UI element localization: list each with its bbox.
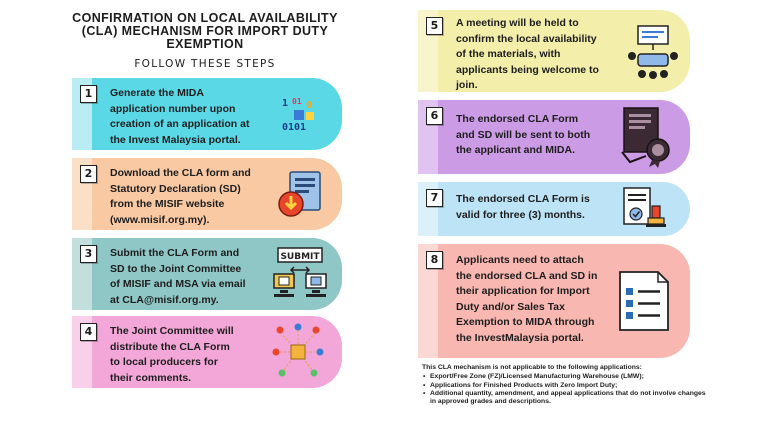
svg-text:0101: 0101 (282, 122, 307, 133)
step-5-number: 5 (426, 17, 443, 35)
note-list (422, 373, 712, 406)
svg-text:01: 01 (292, 97, 302, 106)
step-7 (418, 182, 690, 236)
step-4-number: 4 (80, 323, 97, 341)
step-8-text: Applicants need to attach the endorsed CLA and SD in their application for Import Duty and/or Sales Tax Exemption to MIDA through the InvestMalaysia portal. (456, 254, 598, 344)
note-item: • Additional quantity, amendment, and appeal applications that do not involve changes in approved grades and descriptions. (422, 390, 712, 407)
download-document-icon (276, 170, 324, 225)
step-8-number: 8 (426, 251, 443, 269)
note-heading: This CLA mechanism is not applicable to the following applications: (422, 364, 642, 371)
step-7-number: 7 (426, 189, 443, 207)
step-3-number: 3 (80, 245, 97, 263)
step-3-text: Submit the CLA Form and SD to the Joint Committee of MISIF and MSA via email at CLA@misif.org.my. (110, 247, 246, 306)
binary-data-icon (280, 94, 320, 139)
distribution-network-icon (268, 322, 328, 387)
step-2 (72, 158, 342, 230)
step-5 (418, 10, 690, 92)
note-item: • Export/Free Zone (FZ)/Licensed Manufacturing Warehouse (LMW); (422, 373, 712, 381)
step-1-number: 1 (80, 85, 97, 103)
subtitle: FOLLOW THESE STEPS (134, 58, 276, 70)
title-line-1: CONFIRMATION ON LOCAL AVAILABILITY (72, 11, 338, 25)
certificate-stamp-icon (618, 184, 668, 239)
step-6-text: The endorsed CLA Form and SD will be sent to both the applicant and MIDA. (456, 113, 591, 156)
submit-label: SUBMIT (280, 252, 320, 262)
title-line-3: EXEMPTION (166, 37, 244, 51)
svg-text:0: 0 (306, 100, 313, 111)
step-4-text: The Joint Committee will distribute the CLA Form to local producers for their comments. (110, 325, 234, 384)
step-6 (418, 100, 690, 174)
step-6-number: 6 (426, 107, 443, 125)
meeting-table-icon (624, 24, 682, 87)
step-5-text: A meeting will be held to confirm the local availability of the materials, with applicants being welcome to join. (456, 17, 599, 91)
step-1 (72, 78, 342, 150)
submit-computers-icon (272, 246, 328, 307)
svg-text:1: 1 (282, 98, 289, 109)
step-7-text: The endorsed CLA Form is valid for three (3) months. (456, 193, 590, 221)
step-1-text: Generate the MIDA application number upon creation of an application at the Invest Malaysia portal. (110, 87, 250, 146)
step-2-number: 2 (80, 165, 97, 183)
step-4 (72, 316, 342, 388)
step-8 (418, 244, 690, 358)
note-item: • Applications for Finished Products with Zero Import Duty; (422, 382, 712, 390)
title-line-2: (CLA) MECHANISM FOR IMPORT DUTY (81, 24, 329, 38)
checklist-document-icon (614, 268, 674, 339)
step-2-text: Download the CLA form and Statutory Declaration (SD) from the MISIF website (www.misif.org.my). (110, 167, 251, 226)
step-3 (72, 238, 342, 310)
infographic-title (60, 12, 350, 51)
exclusion-note (422, 364, 712, 406)
endorsed-document-icon (620, 106, 676, 173)
